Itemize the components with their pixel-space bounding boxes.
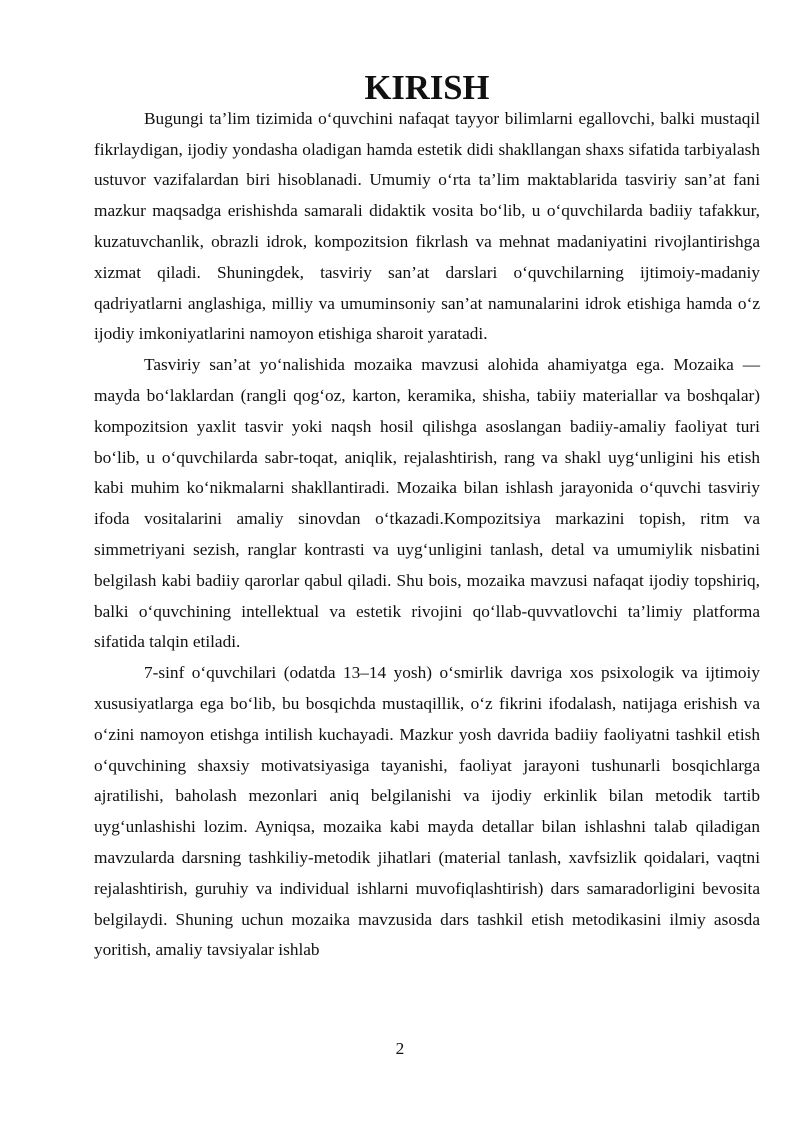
section-title: KIRISH	[364, 69, 490, 107]
page-number: 2	[395, 1039, 405, 1058]
document-page	[94, 69, 760, 966]
paragraph-2: Tasviriy san’at yo‘nalishida mozaika mavzusi alohida ahamiyatga ega. Mozaika — mayda bo‘laklardan (rangli qog‘oz, karton, keramika, shisha, tabiiy materiallar va boshqalar) kompozitsion yaxlit tasvir yoki naqsh hosil qilishga asoslangan badiiy-amaliy faoliyat turi bo‘lib, u o‘quvchilarda sabr-toqat, aniqlik, rejalashtirish, rang va shakl uyg‘unligini his etish kabi muhim ko‘nikmalarni shakllantiradi. Mozaika bilan ishlash jarayonida o‘quvchi tasviriy ifoda vositalarini amaliy sinovdan o‘tkazadi.Kompozitsiya markazini topish, ritm va simmetriyani sezish, ranglar kontrasti va uyg‘unligini tanlash, detal va umumiylik nisbatini belgilash kabi badiiy qarorlar qabul qiladi. Shu bois, mozaika mavzusi nafaqat ijodiy topshiriq, balki o‘quvchining intellektual va estetik rivojini qo‘llab-quvvatlovchi ta’limiy platforma sifatida talqin etiladi.	[94, 355, 760, 652]
paragraph-1: Bugungi ta’lim tizimida o‘quvchini nafaqat tayyor bilimlarni egallovchi, balki mustaqil fikrlaydigan, ijodiy yondasha oladigan hamda estetik didi shakllangan shaxs sifatida tarbiyalash ustuvor vazifalardan biri hisoblanadi. Umumiy o‘rta ta’lim maktablarida tasviriy san’at fani mazkur maqsadga erishishda samarali didaktik vosita bo‘lib, u o‘quvchilarda badiiy tafakkur, kuzatuvchanlik, obrazli idrok, kompozitsion fikrlash va mehnat madaniyatini rivojlantirishga xizmat qiladi. Shuningdek, tasviriy san’at darslari o‘quvchilarning ijtimoiy-madaniy qadriyatlarni anglashiga, milliy va umuminsoniy san’at namunalarini idrok etishiga hamda o‘z ijodiy imkoniyatlarini namoyon etishiga sharoit yaratadi.	[94, 108, 760, 344]
paragraph-3: 7-sinf o‘quvchilari (odatda 13–14 yosh) o‘smirlik davriga xos psixologik va ijtimoiy xususiyatlarga ega bo‘lib, bu bosqichda mustaqillik, o‘z fikrini ifodalash, natijaga erishish va o‘zini namoyon etishga intilish kuchayadi. Mazkur yosh davrida badiiy faoliyatni tashkil etish o‘quvchining shaxsiy motivatsiyasiga tayanishi, faoliyat jarayoni tushunarli bosqichlarga ajratilishi, baholash mezonlari aniq belgilanishi va ijodiy erkinlik bilan metodik tartib uyg‘unlashishi lozim. Ayniqsa, mozaika kabi mayda detallar bilan ishlashni talab qiladigan mavzularda darsning tashkiliy-metodik jihatlari (material tanlash, xavfsizlik qoidalari, vaqtni rejalashtirish, guruhiy va individual ishlarni muvofiqlashtirish) dars samaradorligini bevosita belgilaydi. Shuning uchun mozaika mavzusida dars tashkil etish metodikasini ilmiy asosda yoritish, amaliy tavsiyalar ishlab	[94, 663, 760, 960]
